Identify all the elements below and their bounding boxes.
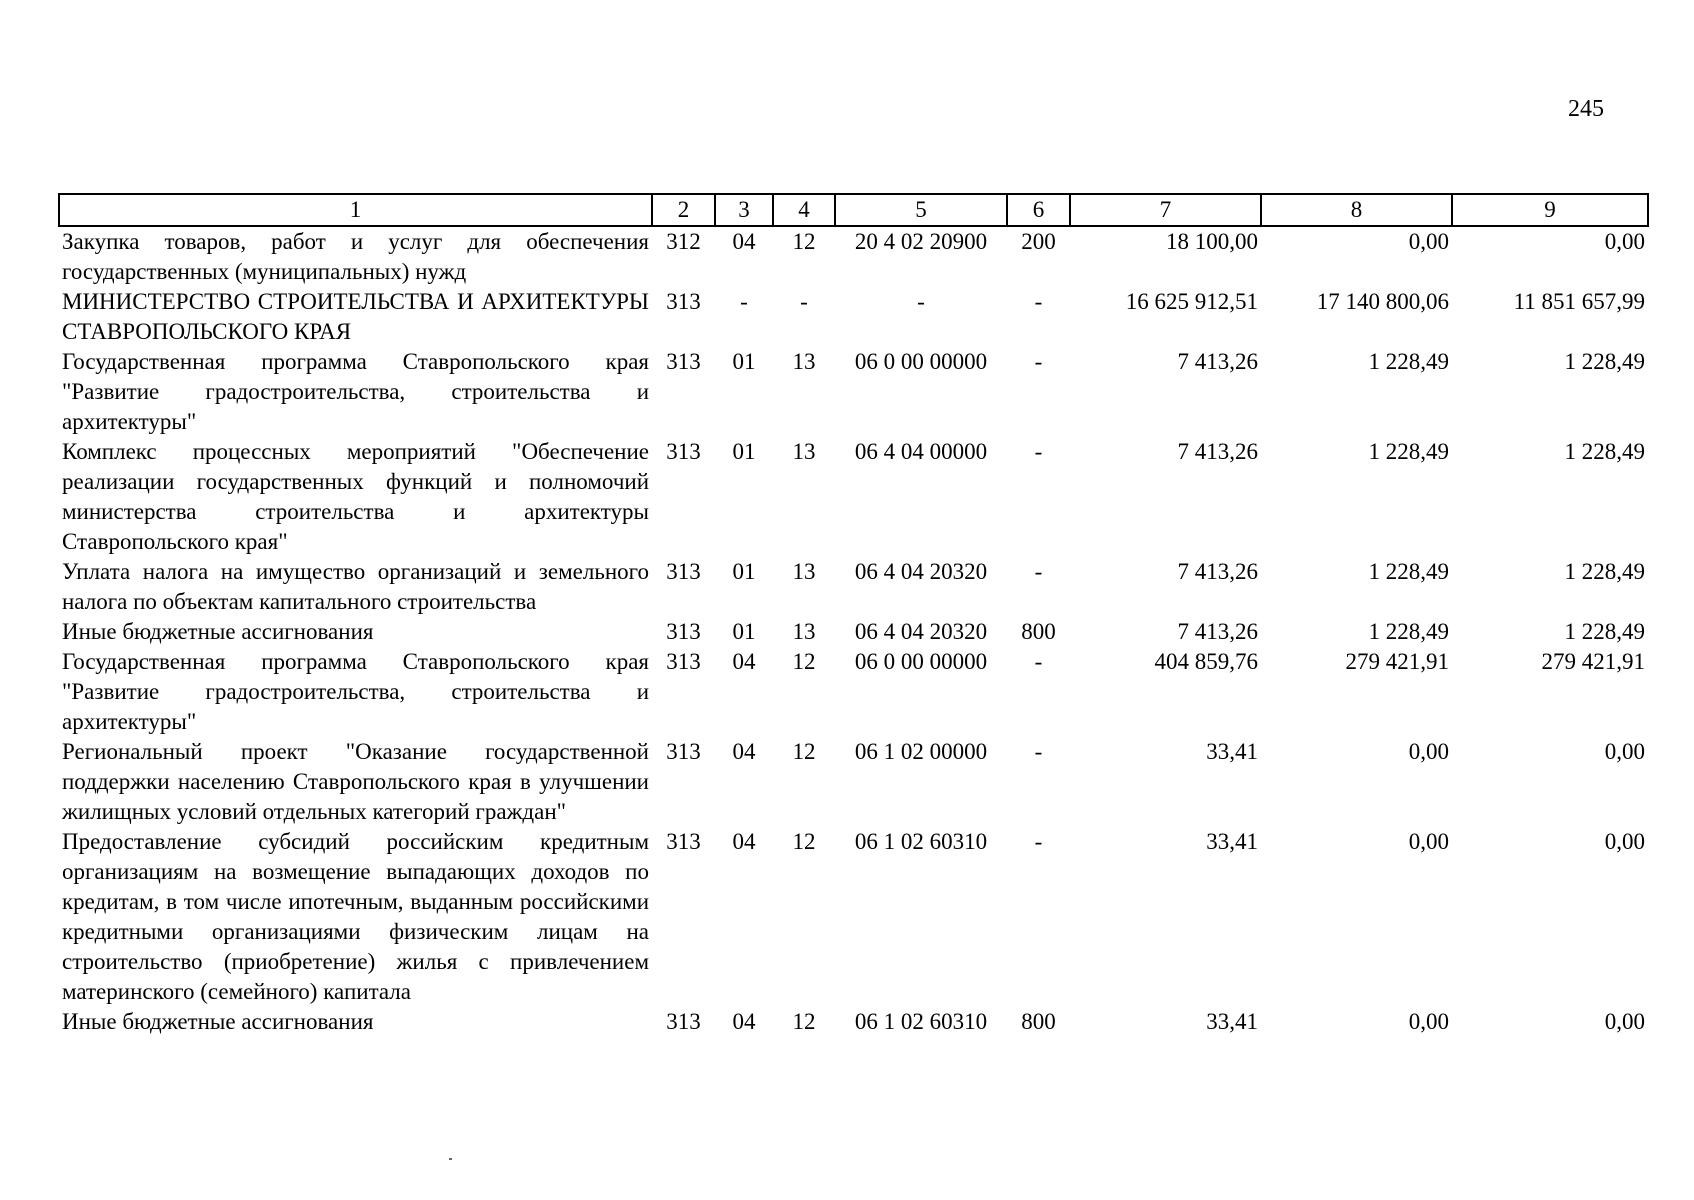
cell-col8: 0,00 xyxy=(1408,229,1449,254)
cell-col9: 0,00 xyxy=(1604,829,1645,854)
cell-col6: - xyxy=(1034,649,1043,674)
column-header: 8 xyxy=(1261,194,1452,226)
cell-col9: 0,00 xyxy=(1604,739,1645,764)
cell-col5: 06 4 04 20320 xyxy=(854,619,988,644)
cell-col3: 04 xyxy=(732,649,756,674)
table-row xyxy=(59,647,1648,737)
column-header: 9 xyxy=(1452,194,1648,226)
cell-col4: 12 xyxy=(792,829,816,854)
cell-col2: 313 xyxy=(666,829,701,854)
cell-col2: 313 xyxy=(666,349,701,374)
cell-col5: 06 1 02 60310 xyxy=(854,1009,988,1034)
cell-col9: 0,00 xyxy=(1604,1009,1645,1034)
cell-col9: 11 851 657,99 xyxy=(1513,289,1645,314)
cell-col5: 20 4 02 20900 xyxy=(854,229,988,254)
cell-col3: 04 xyxy=(732,1009,756,1034)
cell-col3: 01 xyxy=(732,619,756,644)
cell-col7: 33,41 xyxy=(1206,829,1258,854)
cell-col4: 12 xyxy=(792,739,816,764)
table-row xyxy=(59,226,1648,287)
cell-col7: 7 413,26 xyxy=(1177,619,1258,644)
cell-col7: 7 413,26 xyxy=(1177,349,1258,374)
table-row xyxy=(59,557,1648,617)
column-header: 1 xyxy=(59,194,652,226)
cell-col7: 33,41 xyxy=(1206,1009,1258,1034)
column-header: 4 xyxy=(773,194,835,226)
cell-col7: 404 859,76 xyxy=(1154,649,1258,674)
row-name: МИНИСТЕРСТВО СТРОИТЕЛЬСТВА И АРХИТЕКТУРЫ СТАВРОПОЛЬСКОГО КРАЯ xyxy=(62,289,649,344)
cell-col7: 33,41 xyxy=(1206,739,1258,764)
table-row xyxy=(59,287,1648,347)
cell-col6: - xyxy=(1034,829,1043,854)
cell-col5: 06 0 00 00000 xyxy=(854,349,988,374)
cell-col6: - xyxy=(1034,289,1043,314)
cell-col4: 13 xyxy=(792,349,816,374)
cell-col8: 0,00 xyxy=(1408,1009,1449,1034)
row-name: Иные бюджетные ассигнования xyxy=(62,619,374,644)
cell-col2: 313 xyxy=(666,739,701,764)
cell-col6: 800 xyxy=(1021,619,1056,644)
cell-col2: 313 xyxy=(666,559,701,584)
header-row xyxy=(59,194,1648,226)
cell-col5: - xyxy=(917,289,925,314)
cell-col8: 17 140 800,06 xyxy=(1316,289,1449,314)
cell-col3: 04 xyxy=(732,739,756,764)
cell-col3: - xyxy=(740,289,748,314)
table-row xyxy=(59,437,1648,557)
row-name: Иные бюджетные ассигнования xyxy=(62,1009,374,1034)
cell-col9: 1 228,49 xyxy=(1564,349,1645,374)
column-header: 3 xyxy=(715,194,773,226)
cell-col8: 0,00 xyxy=(1408,829,1449,854)
cell-col8: 279 421,91 xyxy=(1345,649,1449,674)
cell-col4: 12 xyxy=(792,1009,816,1034)
cell-col8: 1 228,49 xyxy=(1368,619,1449,644)
cell-col6: - xyxy=(1034,349,1043,374)
cell-col9: 279 421,91 xyxy=(1541,649,1645,674)
cell-col4: 13 xyxy=(792,559,816,584)
cell-col5: 06 1 02 00000 xyxy=(854,739,988,764)
cell-col8: 1 228,49 xyxy=(1368,349,1449,374)
table-row xyxy=(59,737,1648,827)
cell-col7: 7 413,26 xyxy=(1177,559,1258,584)
cell-col4: 13 xyxy=(792,439,816,464)
budget-table xyxy=(58,193,1649,1037)
cell-col4: - xyxy=(800,289,808,314)
cell-col6: 200 xyxy=(1021,229,1056,254)
table-row xyxy=(59,347,1648,437)
cell-col6: - xyxy=(1034,439,1043,464)
page-number: 245 xyxy=(1568,96,1604,122)
cell-col3: 01 xyxy=(732,349,756,374)
cell-col2: 313 xyxy=(666,619,701,644)
cell-col3: 01 xyxy=(732,439,756,464)
stray-mark xyxy=(449,1158,452,1160)
cell-col3: 04 xyxy=(732,829,756,854)
cell-col2: 313 xyxy=(666,439,701,464)
cell-col3: 01 xyxy=(732,559,756,584)
cell-col2: 313 xyxy=(666,649,701,674)
cell-col8: 0,00 xyxy=(1408,739,1449,764)
cell-col9: 1 228,49 xyxy=(1564,559,1645,584)
cell-col7: 18 100,00 xyxy=(1166,229,1258,254)
row-name: Предоставление субсидий российским кредитным организациям на возмещение выпадающих доходов по кредитам, в том числе ипотечным, выданным российскими кредитными организациями физическим лицам на строительство (приобретение) жилья с привлечением материнского (семейного) капитала xyxy=(62,829,649,1004)
cell-col4: 12 xyxy=(792,649,816,674)
cell-col9: 1 228,49 xyxy=(1564,619,1645,644)
table-row xyxy=(59,617,1648,647)
cell-col5: 06 4 04 20320 xyxy=(854,559,988,584)
cell-col5: 06 1 02 60310 xyxy=(854,829,988,854)
cell-col9: 1 228,49 xyxy=(1564,439,1645,464)
cell-col2: 313 xyxy=(666,1009,701,1034)
cell-col2: 312 xyxy=(666,229,701,254)
row-name: Комплекс процессных мероприятий "Обеспечение реализации государственных функций и полномочий министерства строительства и архитектуры Ставропольского края" xyxy=(62,439,649,554)
cell-col4: 12 xyxy=(792,229,816,254)
table-row xyxy=(59,827,1648,1007)
cell-col3: 04 xyxy=(732,229,756,254)
row-name: Государственная программа Ставропольского края "Развитие градостроительства, строительства и архитектуры" xyxy=(62,649,649,734)
column-header: 5 xyxy=(835,194,1007,226)
column-header: 2 xyxy=(652,194,715,226)
cell-col8: 1 228,49 xyxy=(1368,559,1449,584)
cell-col8: 1 228,49 xyxy=(1368,439,1449,464)
cell-col6: - xyxy=(1034,559,1043,584)
row-name: Уплата налога на имущество организаций и земельного налога по объектам капитального строительства xyxy=(62,559,649,614)
column-header: 6 xyxy=(1007,194,1070,226)
cell-col5: 06 4 04 00000 xyxy=(854,439,988,464)
cell-col2: 313 xyxy=(666,289,701,314)
column-header: 7 xyxy=(1070,194,1261,226)
row-name: Региональный проект "Оказание государственной поддержки населению Ставропольского края в улучшении жилищных условий отдельных категорий граждан" xyxy=(62,739,649,824)
cell-col7: 16 625 912,51 xyxy=(1125,289,1258,314)
table-row xyxy=(59,1007,1648,1037)
row-name: Государственная программа Ставропольского края "Развитие градостроительства, строительства и архитектуры" xyxy=(62,349,649,434)
cell-col7: 7 413,26 xyxy=(1177,439,1258,464)
cell-col4: 13 xyxy=(792,619,816,644)
cell-col9: 0,00 xyxy=(1604,229,1645,254)
cell-col6: 800 xyxy=(1021,1009,1056,1034)
row-name: Закупка товаров, работ и услуг для обеспечения государственных (муниципальных) нужд xyxy=(62,229,649,284)
cell-col5: 06 0 00 00000 xyxy=(854,649,988,674)
cell-col6: - xyxy=(1034,739,1043,764)
